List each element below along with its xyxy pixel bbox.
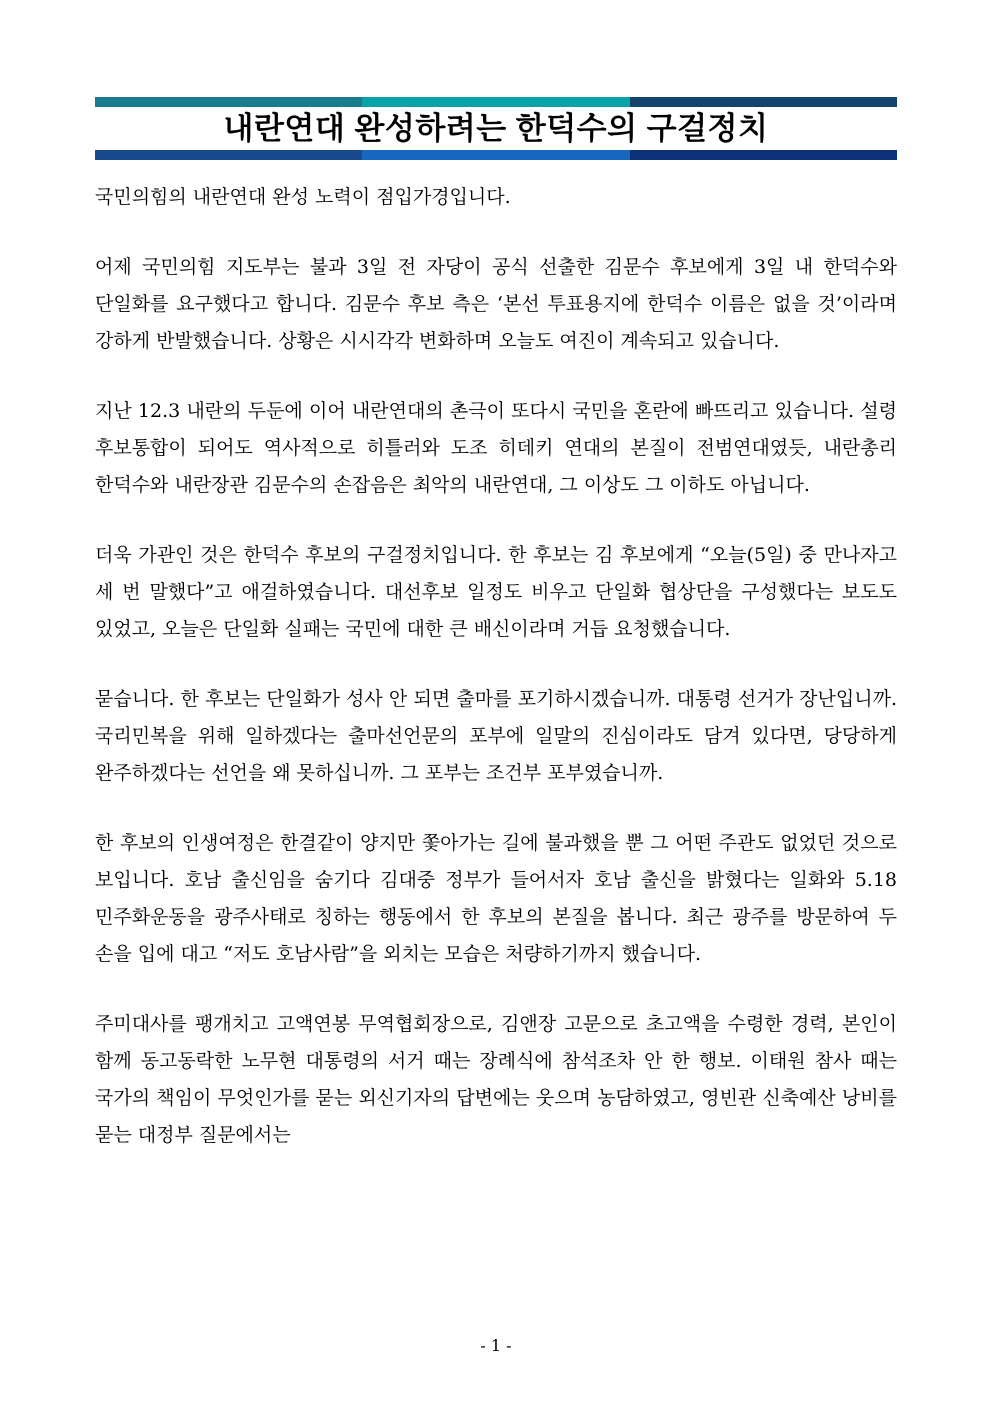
document-body bbox=[95, 179, 897, 1154]
bottom-bar-segment-right bbox=[630, 150, 897, 160]
body-paragraph: 어제 국민의힘 지도부는 불과 3일 전 자당이 공식 선출한 김문수 후보에게 3일 내 한덕수와 단일화를 요구했다고 합니다. 김문수 후보 측은 ‘본선 투표용지에 한덕수 이름은 없을 것’이라며 강하게 반발했습니다. 상황은 시시각각 변화하며 오늘도 여진이 계속되고 있습니다. bbox=[95, 256, 897, 352]
top-bar-segment-right bbox=[630, 97, 897, 107]
body-paragraph: 한 후보의 인생여정은 한결같이 양지만 쫓아가는 길에 불과했을 뿐 그 어떤 주관도 없었던 것으로 보입니다. 호남 출신임을 숨기다 김대중 정부가 들어서자 호남 출신을 밝혔다는 일화와 5.18 민주화운동을 광주사태로 칭하는 행동에서 한 후보의 본질을 봅니다. 최근 광주를 방문하여 두 손을 입에 대고 “저도 호남사람”을 외치는 모습은 처량하기까지 했습니다. bbox=[95, 832, 897, 965]
title-top-bar bbox=[95, 97, 897, 107]
body-paragraph: 국민의힘의 내란연대 완성 노력이 점입가경입니다. bbox=[95, 186, 511, 208]
bottom-bar-segment-left bbox=[95, 150, 362, 160]
page-footer bbox=[0, 1336, 992, 1355]
page-number: - 1 - bbox=[480, 1336, 512, 1355]
top-bar-segment-left bbox=[95, 97, 362, 107]
bottom-bar-segment-middle bbox=[362, 150, 629, 160]
top-bar-segment-middle bbox=[362, 97, 629, 107]
title-banner bbox=[95, 97, 897, 160]
body-paragraph: 주미대사를 팽개치고 고액연봉 무역협회장으로, 김앤장 고문으로 초고액을 수령한 경력, 본인이 함께 동고동락한 노무현 대통령의 서거 때는 장례식에 참석조차 안 한 행보. 이태원 참사 때는 국가의 책임이 무엇인가를 묻는 외신기자의 답변에는 웃으며 농담하였고, 영빈관 신축예산 낭비를 묻는 대정부 질문에서는 bbox=[95, 1013, 897, 1146]
document-title: 내란연대 완성하려는 한덕수의 구걸정치 bbox=[223, 111, 769, 146]
body-paragraph: 묻습니다. 한 후보는 단일화가 성사 안 되면 출마를 포기하시겠습니까. 대통령 선거가 장난입니까. 국리민복을 위해 일하겠다는 출마선언문의 포부에 일말의 진심이라도 담겨 있다면, 당당하게 완주하겠다는 선언을 왜 못하십니까. 그 포부는 조건부 포부였습니까. bbox=[95, 688, 897, 784]
body-paragraph: 지난 12.3 내란의 두둔에 이어 내란연대의 촌극이 또다시 국민을 혼란에 빠뜨리고 있습니다. 설령 후보통합이 되어도 역사적으로 히틀러와 도조 히데키 연대의 본질이 전범연대였듯, 내란총리 한덕수와 내란장관 김문수의 손잡음은 최악의 내란연대, 그 이상도 그 이하도 아닙니다. bbox=[95, 400, 897, 496]
body-paragraph: 더욱 가관인 것은 한덕수 후보의 구걸정치입니다. 한 후보는 김 후보에게 “오늘(5일) 중 만나자고 세 번 말했다”고 애걸하였습니다. 대선후보 일정도 비우고 단일화 협상단을 구성했다는 보도도 있었고, 오늘은 단일화 실패는 국민에 대한 큰 배신이라며 거듭 요청했습니다. bbox=[95, 544, 897, 640]
title-bottom-bar bbox=[95, 150, 897, 160]
